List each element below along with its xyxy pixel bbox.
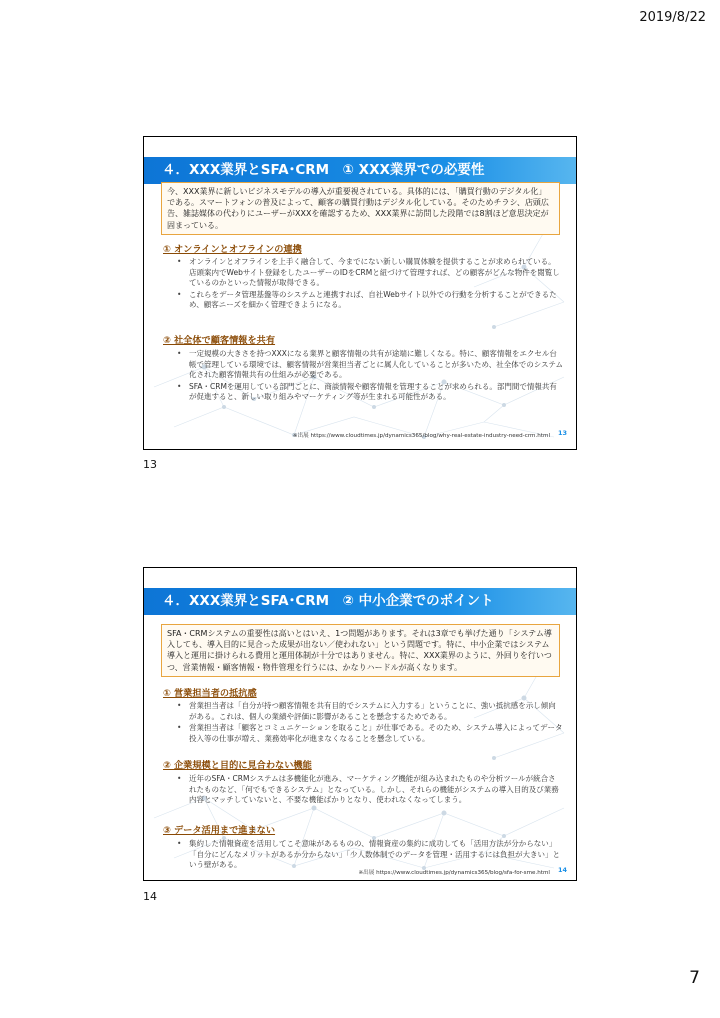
section-title: ① 営業担当者の抵抗感 <box>163 688 257 699</box>
list-item: • オンラインとオフラインを上手く融合して、今までにない新しい購買体験を提供することが求められている。店頭案内でWebサイト登録をしたユーザーのIDをCRMと紐づけて管理すれば、どの顧客がどんな物件を閲覧しているのかといった情報が取得できる。 <box>177 257 563 289</box>
slide-number: 14 <box>557 866 567 874</box>
slide-number: 13 <box>557 429 567 437</box>
slide-14 <box>143 567 577 881</box>
section-title: ② 企業規模と目的に見合わない機能 <box>163 760 312 771</box>
source-citation: ※出展 https://www.cloudtimes.jp/dynamics365/blog/sfa-for-sme.html <box>358 870 550 876</box>
list-item: • 営業担当者は「顧客とコミュニケーションを取ること」が仕事である。そのため、システム導入によってデータ投入等の仕事が増え、業務効率化が進まなくなることを懸念している。 <box>177 723 563 744</box>
bullet-list <box>177 257 563 312</box>
list-item: • 営業担当者は「自分が持つ顧客情報を共有目的でシステムに入力する」ということに、強い抵抗感を示し傾向がある。これは、個人の業績や評価に影響があることを懸念するためである。 <box>177 701 563 722</box>
slide-caption: 14 <box>143 890 157 903</box>
list-item: • 一定規模の大きさを持つXXXになる業界と顧客情報の共有が途端に難しくなる。特に、顧客情報をエクセル台帳で管理している環境では、顧客情報が営業担当者ごとに属人化していることが多いため、社全体でのシステム化された顧客情報共有の仕組みが必要である。 <box>177 349 563 381</box>
intro-box: 今、XXX業界に新しいビジネスモデルの導入が重要視されている。具体的には、「購買行動のデジタル化」である。スマートフォンの普及によって、顧客の購買行動はデジタル化している。そのためチラシ、店頭広告、雑誌媒体の代わりにユーザーがXXXを確認するため、XXX業界に訪問した段階では8割ほど意思決定が固まっている。 <box>161 182 560 235</box>
section-title: ③ データ活用まで進まない <box>163 825 276 836</box>
list-item: • SFA・CRMを運用している部門ごとに、商談情報や顧客情報を管理することが求められる。部門間で情報共有が促進すると、新しい取り組みやマーケティング等が生まれる可能性がある。 <box>177 382 563 403</box>
bullet-list <box>177 774 563 807</box>
slide-title: ４．XXX業界とSFA･CRM ② 中小企業でのポイント <box>144 588 576 615</box>
slide-caption: 13 <box>143 458 157 471</box>
bullet-list <box>177 349 563 404</box>
section-title: ② 社全体で顧客情報を共有 <box>163 335 276 346</box>
source-citation: ※出展 https://www.cloudtimes.jp/dynamics365/blog/why-real-estate-industry-need-crm.html <box>292 433 550 439</box>
slide-13 <box>143 136 577 450</box>
page-number: 7 <box>689 968 700 988</box>
print-date: 2019/8/22 <box>639 10 706 25</box>
list-item: • 集約した情報資産を活用してこそ意味があるものの、情報資産の集約に成功しても「活用方法が分からない」「自分にどんなメリットがあるか分からない」「少人数体制でのデータを管理・活用するには負担が大きい」という壁がある。 <box>177 839 563 871</box>
slide-title: ４．XXX業界とSFA･CRM ① XXX業界での必要性 <box>144 157 576 184</box>
intro-box: SFA・CRMシステムの重要性は高いとはいえ、1つ問題があります。それは3章でも挙げた通り「システム導入しても、導入目的に見合った成果が出ない／使われない」という問題です。特に、中小企業ではシステム導入と運用に掛けられる費用と運用体制が十分ではありません。特に、XXX業界のように、外回りを行いつつ、営業情報・顧客情報・物件管理を行うには、かなりハードルが高くなります。 <box>161 624 560 677</box>
section-title: ① オンラインとオフラインの連携 <box>163 244 302 255</box>
bullet-list <box>177 839 563 872</box>
bullet-list <box>177 701 563 745</box>
list-item: • 近年のSFA・CRMシステムは多機能化が進み、マーケティング機能が組み込まれたものや分析ツールが統合されたものなど、「何でもできるシステム」となっている。しかし、それらの機能がシステムの導入目的及び業務内容とマッチしていないと、不要な機能ばかりとなり、使われなくなってしまう。 <box>177 774 563 806</box>
list-item: • これらをデータ管理基盤等のシステムと連携すれば、自社Webサイト以外での行動を分析することができるため、顧客ニーズを細かく管理できようになる。 <box>177 290 563 311</box>
